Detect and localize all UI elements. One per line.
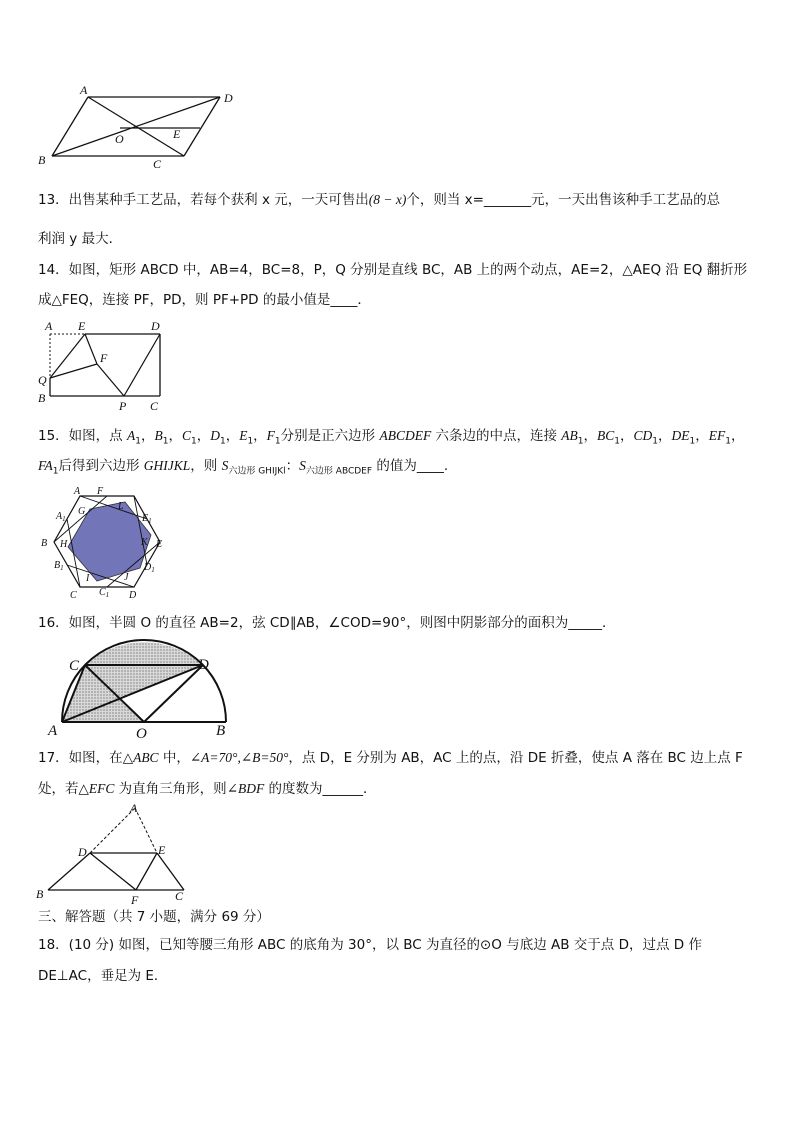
q17-line1: 17．如图，在△ABC 中，∠A=70°,∠B=50°，点 D，E 分别为 AB，AC 上的点，沿 DE 折叠，使点 A 落在 BC 边上点 F <box>38 750 743 766</box>
label-J: J <box>124 572 129 583</box>
label-G: G <box>78 506 86 517</box>
label-E1: $E_1$ <box>142 513 152 525</box>
label-B1: $B_1$ <box>54 560 64 572</box>
label-C: C <box>175 889 184 903</box>
label-D: D <box>224 91 233 105</box>
label-A: A <box>48 723 58 739</box>
label-D: D <box>198 657 209 673</box>
label-L: L <box>118 501 124 512</box>
label-A: A <box>130 801 138 815</box>
q13-line1: 13．出售某种手工艺品，若每个获利 x 元，一天可售出(8 − x)个，则当 x=_______元，一天出售该种手工艺品的总 <box>38 192 721 208</box>
q18-line1: 18．(10 分) 如图，已知等腰三角形 ABC 的底角为 30°，以 BC 为直径的⊙O 与底边 AB 交于点 D，过点 D 作 <box>38 937 702 953</box>
triangle-figure <box>30 800 200 908</box>
label-P: P <box>119 399 127 413</box>
rectangle-figure <box>30 316 170 416</box>
label-D: D <box>78 845 87 859</box>
hexagon-figure <box>32 485 172 603</box>
label-E: E <box>156 539 163 550</box>
semicircle-figure <box>40 640 240 740</box>
label-F: F <box>131 893 139 907</box>
label-D: D <box>129 590 137 601</box>
q14-line2: 成△FEQ，连接 PF，PD，则 PF+PD 的最小值是____． <box>38 292 371 308</box>
label-K: K <box>141 537 148 548</box>
label-B: B <box>41 538 48 549</box>
label-A1: $A_1$ <box>56 511 66 523</box>
label-E: E <box>173 127 181 141</box>
q14-line1: 14．如图，矩形 ABCD 中，AB=4，BC=8，P，Q 分别是直线 BC，AB 上的两个动点，AE=2，△AEQ 沿 EQ 翻折形 <box>38 262 748 278</box>
label-A: A <box>45 319 53 333</box>
section-title: 三、解答题（共 7 小题，满分 69 分） <box>38 909 270 925</box>
label-C: C <box>70 590 77 601</box>
label-H: H <box>60 539 68 550</box>
label-E: E <box>78 319 86 333</box>
label-Q: Q <box>38 373 47 387</box>
label-O: O <box>115 132 124 146</box>
label-D1: $D_1$ <box>144 562 155 574</box>
label-C1: $C_1$ <box>99 587 110 599</box>
label-E: E <box>158 843 166 857</box>
q17-line2: 处，若△EFC 为直角三角形，则∠BDF 的度数为______． <box>38 781 377 797</box>
label-C: C <box>69 658 80 674</box>
q15-line1: 15．如图，点 $A_1$，$B_1$，$C_1$，$D_1$，$E_1$，$F_1$分别是正六边形 ABCDEF 六条边的中点，连接 $AB_1$，$BC_1$，$CD_1$，$DE_1$，$EF_1$， <box>38 428 745 447</box>
parallelogram-figure <box>30 82 233 177</box>
label-B: B <box>36 887 44 901</box>
label-F1: F <box>97 486 104 497</box>
label-I: I <box>86 573 90 584</box>
label-O: O <box>136 726 147 742</box>
label-F: F <box>100 351 108 365</box>
label-C: C <box>150 399 159 413</box>
q16-line1: 16．如图，半圆 O 的直径 AB=2，弦 CD∥AB，∠COD=90°，则图中阴影部分的面积为_____． <box>38 615 616 631</box>
q13-expression: (8 − x) <box>368 192 407 207</box>
label-A: A <box>80 83 88 97</box>
q15-line2: $FA_1$后得到六边形 GHIJKL，则 $S_{六边形 GHIJKl}$：$S_{六边形 ABCDEF}$ 的值为____. <box>38 458 449 477</box>
q13-line2: 利润 y 最大． <box>38 231 123 247</box>
label-B: B <box>38 391 46 405</box>
q18-line2: DE⊥AC，垂足为 E． <box>38 968 168 984</box>
label-C: C <box>153 157 162 171</box>
label-B: B <box>38 153 46 167</box>
label-D: D <box>151 319 160 333</box>
label-A: A <box>74 486 81 497</box>
label-B: B <box>216 723 226 739</box>
